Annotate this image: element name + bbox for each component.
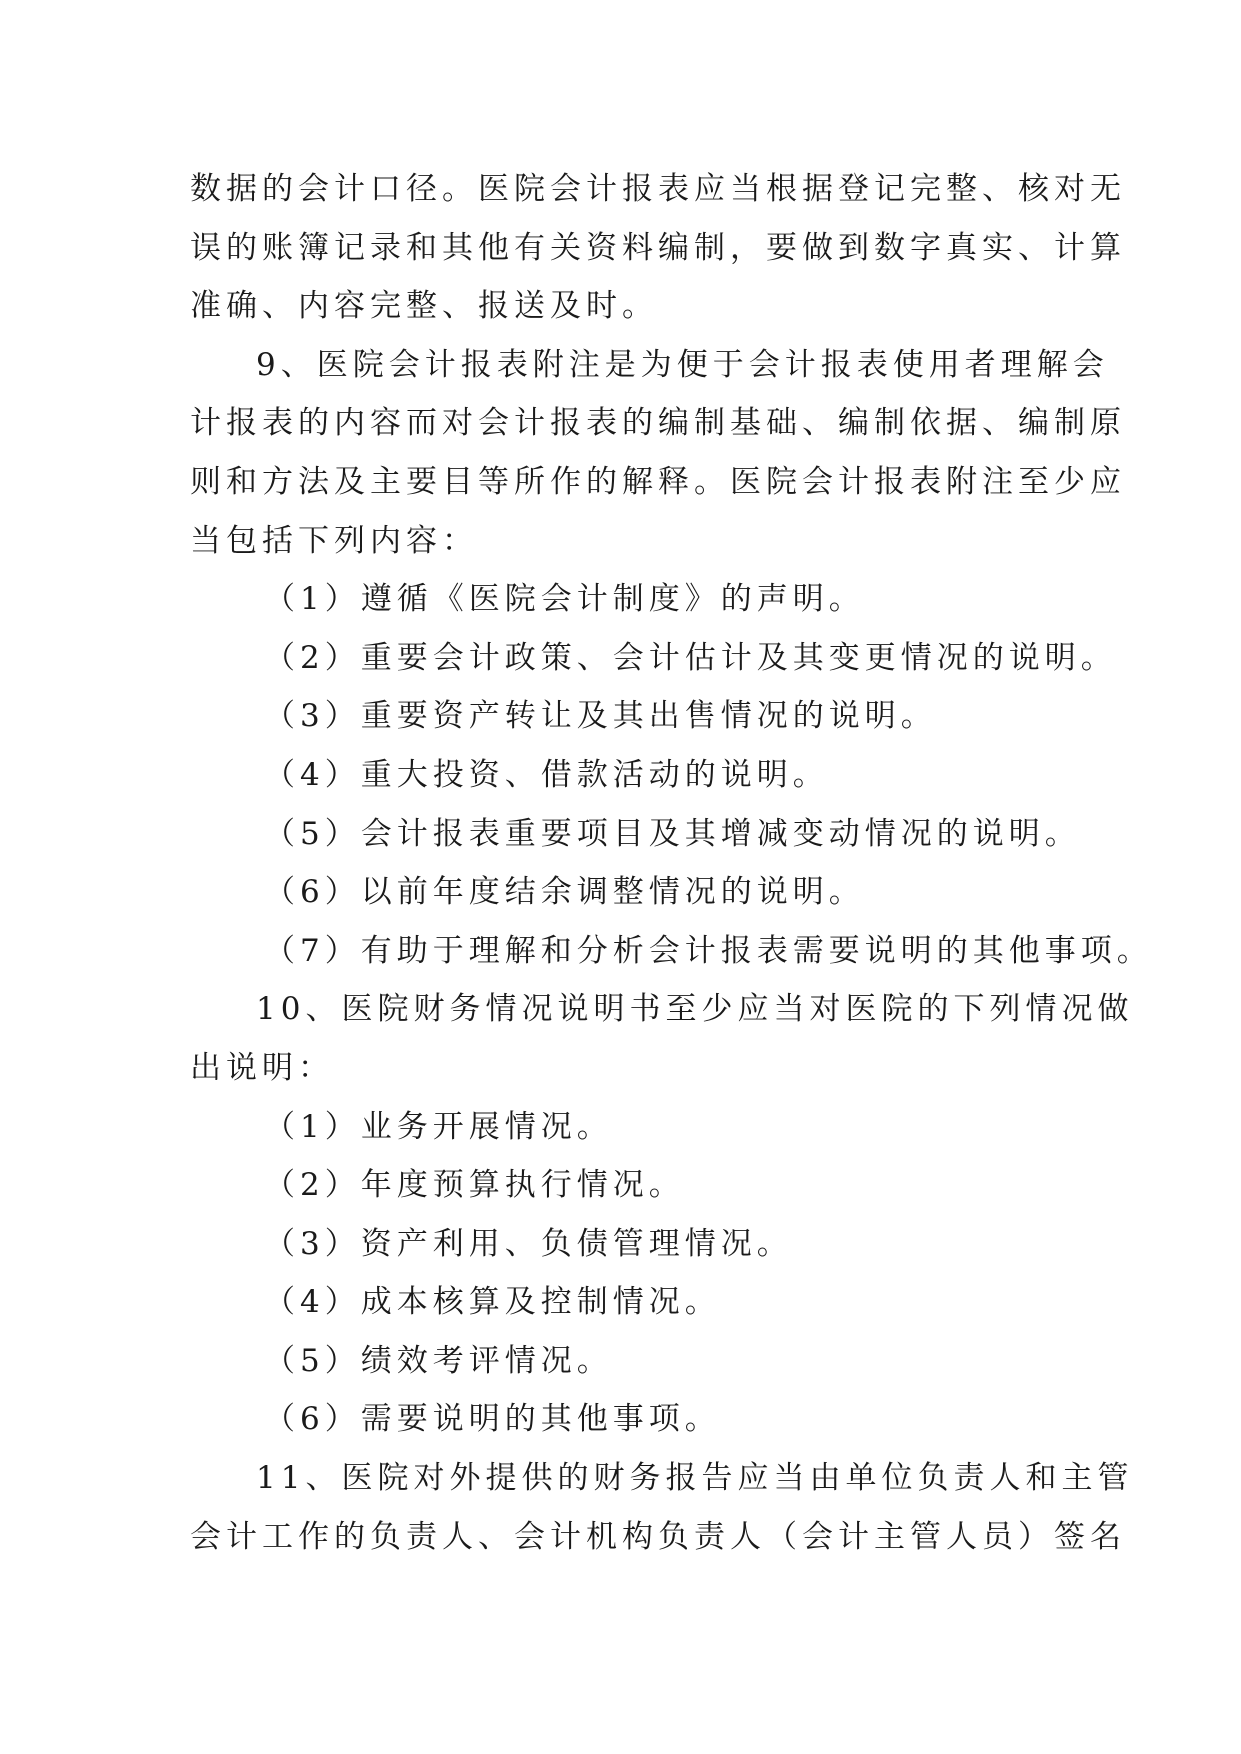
list-item-line: （2）年度预算执行情况。 bbox=[264, 1167, 685, 1204]
list-item-line: （4）重大投资、借款活动的说明。 bbox=[264, 756, 829, 793]
list-item-line: （2）重要会计政策、会计估计及其变更情况的说明。 bbox=[264, 639, 1117, 676]
paragraph-line: 计报表的内容而对会计报表的编制基础、编制依据、编制原 bbox=[190, 405, 1126, 442]
paragraph-line: 出说明： bbox=[190, 1049, 334, 1086]
paragraph-line: 9、医院会计报表附注是为便于会计报表使用者理解会 bbox=[256, 346, 1109, 383]
paragraph-line: 误的账簿记录和其他有关资料编制，要做到数字真实、计算 bbox=[190, 229, 1126, 266]
list-item-line: （3）重要资产转让及其出售情况的说明。 bbox=[264, 698, 937, 735]
list-item-line: （1）业务开展情况。 bbox=[264, 1108, 613, 1145]
list-item-line: （6）以前年度结余调整情况的说明。 bbox=[264, 874, 865, 911]
paragraph-line: 11、医院对外提供的财务报告应当由单位负责人和主管 bbox=[256, 1460, 1134, 1497]
list-item-line: （6）需要说明的其他事项。 bbox=[264, 1401, 721, 1438]
document-body bbox=[190, 160, 1153, 1566]
paragraph-line: 10、医院财务情况说明书至少应当对医院的下列情况做 bbox=[256, 991, 1134, 1028]
list-item-line: （1）遵循《医院会计制度》的声明。 bbox=[264, 581, 865, 618]
paragraph-line: 则和方法及主要目等所作的解释。医院会计报表附注至少应 bbox=[190, 463, 1126, 500]
list-item-line: （4）成本核算及控制情况。 bbox=[264, 1284, 721, 1321]
list-item-line: （3）资产利用、负债管理情况。 bbox=[264, 1225, 793, 1262]
paragraph-line: 数据的会计口径。医院会计报表应当根据登记完整、核对无 bbox=[190, 171, 1126, 207]
list-item-line: （5）绩效考评情况。 bbox=[264, 1342, 613, 1379]
list-item-line: （5）会计报表重要项目及其增减变动情况的说明。 bbox=[264, 815, 1081, 852]
paragraph-line: 当包括下列内容： bbox=[190, 522, 478, 559]
paragraph-line: 会计工作的负责人、会计机构负责人（会计主管人员）签名 bbox=[190, 1518, 1126, 1555]
list-item-line: （7）有助于理解和分析会计报表需要说明的其他事项。 bbox=[264, 932, 1153, 969]
paragraph-line: 准确、内容完整、报送及时。 bbox=[190, 288, 658, 325]
